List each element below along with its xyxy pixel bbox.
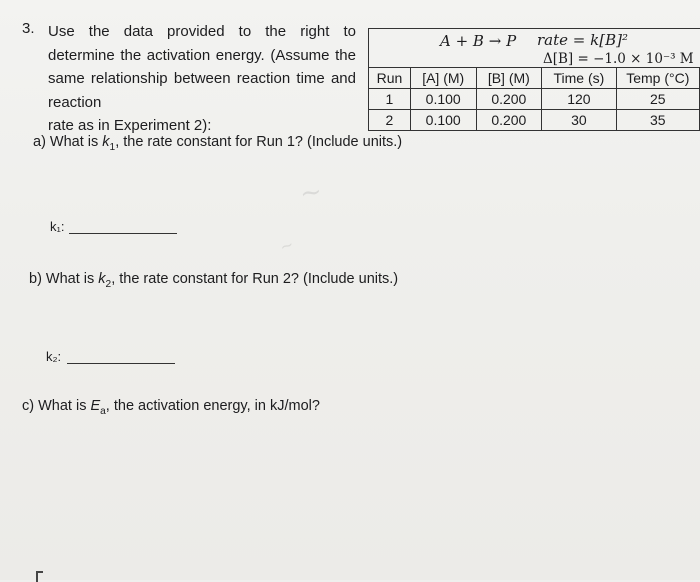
table-cell: 0.100 (410, 110, 476, 131)
part-b-question: b) What is $k_2$, the rate constant for Run 2? (Include units.) (29, 271, 399, 290)
column-header: [A] (M) (410, 68, 476, 89)
answer-line[interactable] (67, 351, 175, 364)
answer-line[interactable] (69, 221, 177, 234)
intro-line: the activation energy. (Assume the same (48, 46, 356, 87)
column-header: Time (s) (542, 68, 616, 89)
k1-answer-field[interactable] (50, 219, 177, 234)
table-row (369, 110, 700, 131)
table-cell: 0.200 (476, 89, 542, 110)
table-cell: 0.100 (410, 89, 476, 110)
question-number: 3. (22, 20, 35, 37)
k2-answer-field[interactable] (46, 349, 175, 364)
part-c-question: c) What is $E_a$, the activation energy, in kJ/mol? (22, 398, 320, 417)
reaction-equation: A + B → P (440, 32, 517, 50)
table-cell: 2 (369, 110, 411, 131)
column-header: Temp (°C) (616, 68, 699, 89)
table-cell: 35 (616, 110, 699, 131)
rate-law: rate = k[B]² (537, 31, 628, 49)
column-header: [B] (M) (476, 68, 542, 89)
table-cell: 1 (369, 89, 411, 110)
table-cell: 0.200 (476, 110, 542, 131)
k2-label: k₂: (46, 349, 62, 364)
intro-line: rate as in Experiment 2): (48, 117, 212, 134)
table-cell: 30 (542, 110, 616, 131)
page-corner-mark (36, 571, 43, 582)
table-header-row (369, 68, 700, 89)
table-cell: 120 (542, 89, 616, 110)
data-table (368, 67, 700, 131)
bleed-through-mark: ~ (298, 176, 324, 210)
concentration-change: Δ[B] = −1.0 × 10⁻³ M (543, 51, 694, 67)
table-cell: 25 (616, 89, 699, 110)
bleed-through-mark: ~ (277, 234, 297, 257)
intro-line: Use the data provided to the right to determine (48, 23, 356, 64)
intro-line: relationship between reaction time and reaction (48, 70, 356, 111)
table-row (369, 89, 700, 110)
part-a-question: a) What is $k_1$, the rate constant for Run 1? (Include units.) (33, 134, 403, 153)
question-intro (48, 20, 356, 138)
k1-label: k₁: (50, 219, 65, 234)
column-header: Run (369, 68, 411, 89)
